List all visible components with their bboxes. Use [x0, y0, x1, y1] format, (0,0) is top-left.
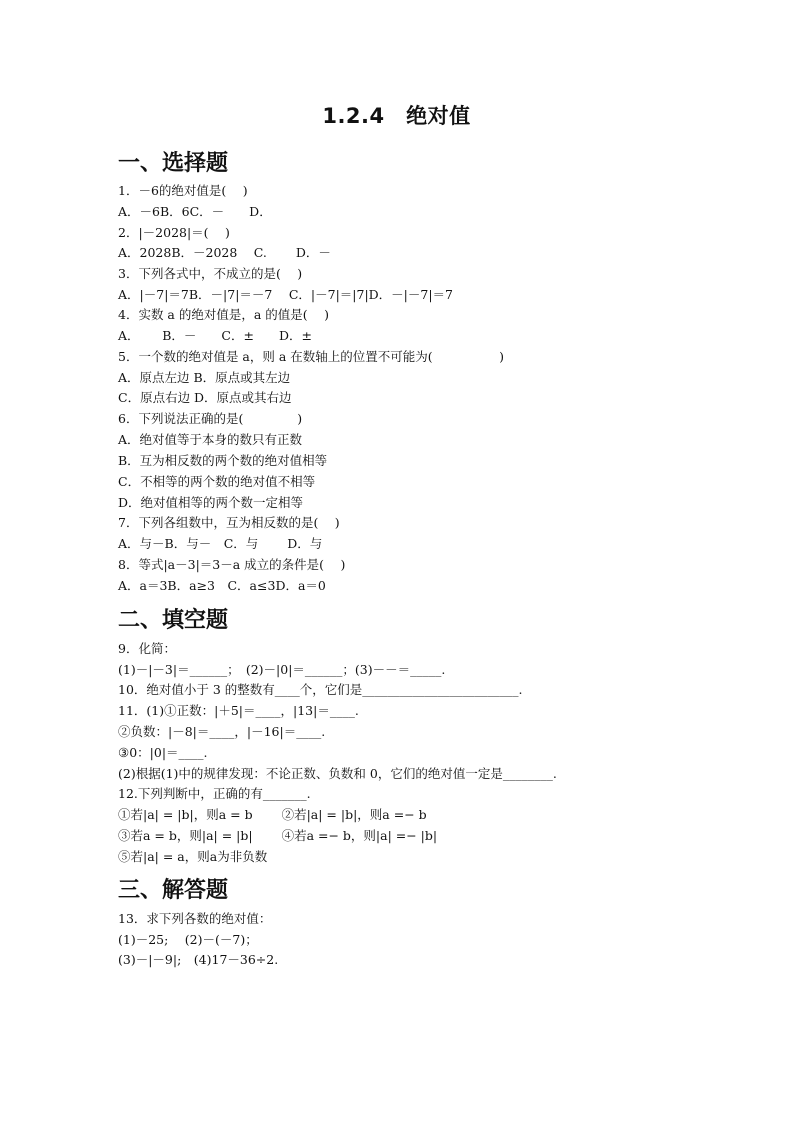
- page-title: 1.2.4 绝对值: [322, 104, 471, 128]
- section-heading-solve: 三、解答题: [118, 878, 229, 903]
- question-12-item-5: ⑤若|a| = a，则a为非负数: [118, 849, 268, 864]
- question-9: 9．化简：: [118, 641, 176, 656]
- question-6-option-c: C．不相等的两个数的绝对值不相等: [118, 474, 316, 489]
- question-10: 10．绝对值小于 3 的整数有____个，它们是_________________________.: [118, 682, 523, 697]
- question-1: 1．－6的绝对值是( ): [118, 183, 248, 198]
- question-11-positive: 11．(1)①正数：|＋5|＝____，|13|＝____.: [118, 703, 359, 718]
- question-7: 7．下列各组数中，互为相反数的是( ): [118, 515, 340, 530]
- question-6: 6．下列说法正确的是( ): [118, 411, 303, 426]
- question-8: 8．等式|a－3|＝3－a 成立的条件是( ): [118, 557, 346, 572]
- question-9-parts: (1)－|－3|＝______； (2)－|0|＝______；(3)－－＝_____.: [118, 662, 446, 677]
- question-13: 13．求下列各数的绝对值：: [118, 911, 272, 926]
- question-11-rule: (2)根据(1)中的规律发现：不论正数、负数和 0，它们的绝对值一定是________.: [118, 766, 557, 781]
- question-6-option-d: D．绝对值相等的两个数一定相等: [118, 495, 304, 510]
- section-heading-fill: 二、填空题: [118, 608, 229, 633]
- question-12: 12.下列判断中，正确的有_______.: [118, 786, 311, 801]
- question-13-parts-1-2: (1)－25; (2)－(－7)；: [118, 932, 258, 947]
- question-6-option-b: B．互为相反数的两个数的绝对值相等: [118, 453, 328, 468]
- question-4-options: A． B．－ C．± D．±: [118, 328, 312, 343]
- question-1-options: A．－6B．6C．－ D．: [118, 204, 272, 219]
- question-6-option-a: A．绝对值等于本身的数只有正数: [118, 432, 303, 447]
- question-2: 2．|－2028|＝( ): [118, 225, 230, 240]
- question-11-zero: ③0：|0|＝____.: [118, 745, 208, 760]
- question-12-items-1-2: ①若|a| = |b|，则a = b ②若|a| = |b|，则a =− b: [118, 807, 427, 822]
- question-5: 5．一个数的绝对值是 a，则 a 在数轴上的位置不可能为( ): [118, 349, 505, 364]
- question-8-options: A．a＝3B．a≥3 C．a≤3D．a＝0: [118, 578, 326, 593]
- section-heading-choice: 一、选择题: [118, 151, 229, 176]
- question-4: 4．实数 a 的绝对值是，a 的值是( ): [118, 307, 330, 322]
- question-3-options: A．|－7|＝7B．－|7|＝－7 C．|－7|＝|7|D．－|－7|＝7: [118, 287, 454, 302]
- question-7-options: A．与－B．与－ C．与 D．与: [118, 536, 323, 551]
- question-13-parts-3-4: (3)－|－9|; (4)17－36÷2.: [118, 952, 279, 967]
- question-5-options-cd: C．原点右边 D．原点或其右边: [118, 390, 292, 405]
- question-12-items-3-4: ③若a = b，则|a| = |b| ④若a =− b，则|a| =− |b|: [118, 828, 438, 843]
- question-5-options-ab: A．原点左边 B．原点或其左边: [118, 370, 291, 385]
- question-2-options: A．2028B．－2028 C. D．－: [118, 245, 331, 260]
- question-3: 3．下列各式中，不成立的是( ): [118, 266, 303, 281]
- question-11-negative: ②负数：|－8|＝____，|－16|＝____.: [118, 724, 326, 739]
